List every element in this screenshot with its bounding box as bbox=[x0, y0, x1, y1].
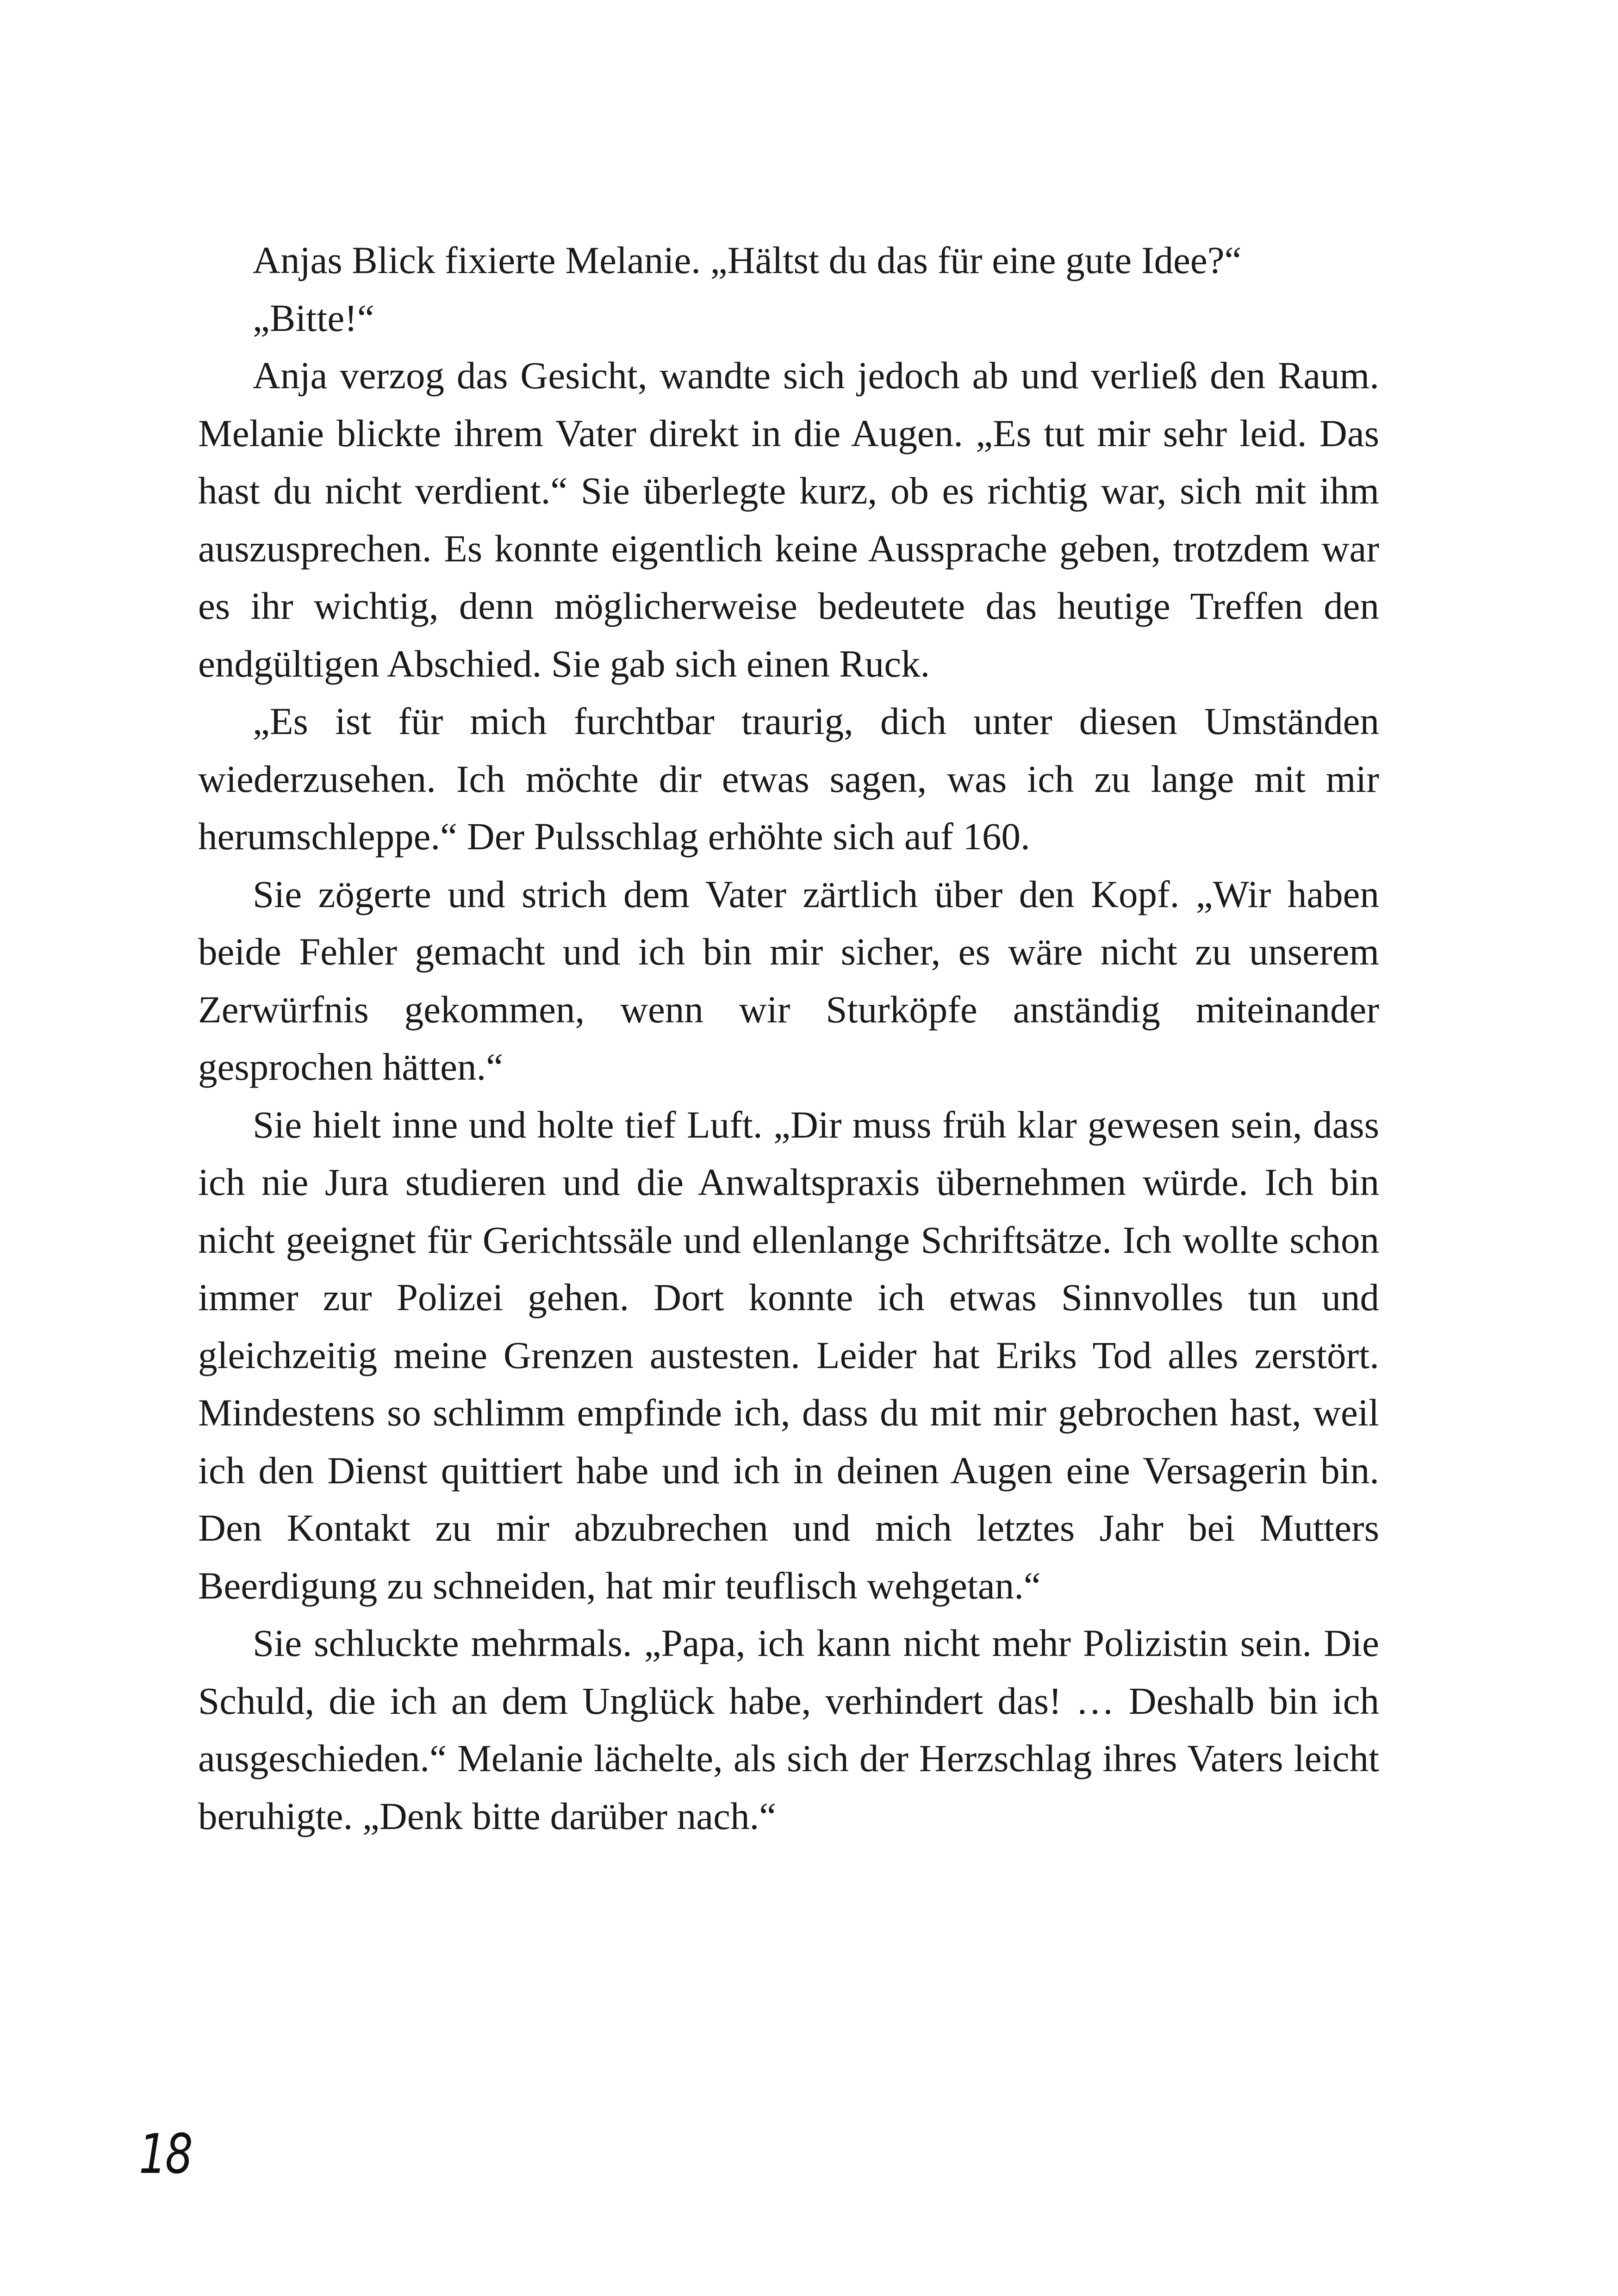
paragraph: „Es ist für mich furchtbar traurig, dich unter diesen Umständen wiederzusehen. Ich möchte dir etwas sagen, was ich zu lange mit mir herumschleppe.“ Der Pulsschlag erhöhte sich auf 160. bbox=[198, 700, 1379, 858]
body-text bbox=[198, 231, 1379, 1845]
paragraph: Sie schluckte mehrmals. „Papa, ich kann nicht mehr Polizistin sein. Die Schuld, die ich an dem Unglück habe, verhindert das! … Deshalb bin ich ausgeschieden.“ Melanie lächelte, als sich der Herzschlag ihres Vaters leicht beruhigte. „Denk bitte darüber nach.“ bbox=[198, 1622, 1379, 1837]
paragraph: Anjas Blick fixierte Melanie. „Hältst du das für eine gute Idee?“ bbox=[253, 239, 1242, 281]
page-number: 18 bbox=[139, 2122, 192, 2186]
paragraph: „Bitte!“ bbox=[253, 296, 374, 339]
paragraph: Anja verzog das Gesicht, wandte sich jedoch ab und verließ den Raum. Melanie blickte ihrem Vater direkt in die Augen. „Es tut mir sehr leid. Das hast du nicht verdient.“ Sie überlegte kurz, ob es richtig war, sich mit ihm auszusprechen. Es konnte eigentlich keine Aussprache geben, trotzdem war es ihr wichtig, denn möglicherweise bedeutete das heutige Treffen den endgültigen Abschied. Sie gab sich einen Ruck. bbox=[198, 354, 1379, 685]
paragraph: Sie zögerte und strich dem Vater zärtlich über den Kopf. „Wir haben beide Fehler gemacht und ich bin mir sicher, es wäre nicht zu unserem Zerwürfnis gekommen, wenn wir Sturköpfe anständig miteinander gesprochen hätten.“ bbox=[198, 872, 1379, 1088]
paragraph: Sie hielt inne und holte tief Luft. „Dir muss früh klar gewesen sein, dass ich nie Jura studieren und die Anwaltspraxis übernehmen würde. Ich bin nicht geeignet für Gerichtssäle und ellenlange Schriftsätze. Ich wollte schon immer zur Polizei gehen. Dort konnte ich etwas Sinnvolles tun und gleichzeitig meine Grenzen austesten. Leider hat Eriks Tod alles zerstört. Mindestens so schlimm empfinde ich, dass du mit mir gebrochen hast, weil ich den Dienst quittiert habe und ich in deinen Augen eine Versagerin bin. Den Kontakt zu mir abzubrechen und mich letztes Jahr bei Mutters Beerdigung zu schneiden, hat mir teuflisch wehgetan.“ bbox=[198, 1103, 1379, 1607]
